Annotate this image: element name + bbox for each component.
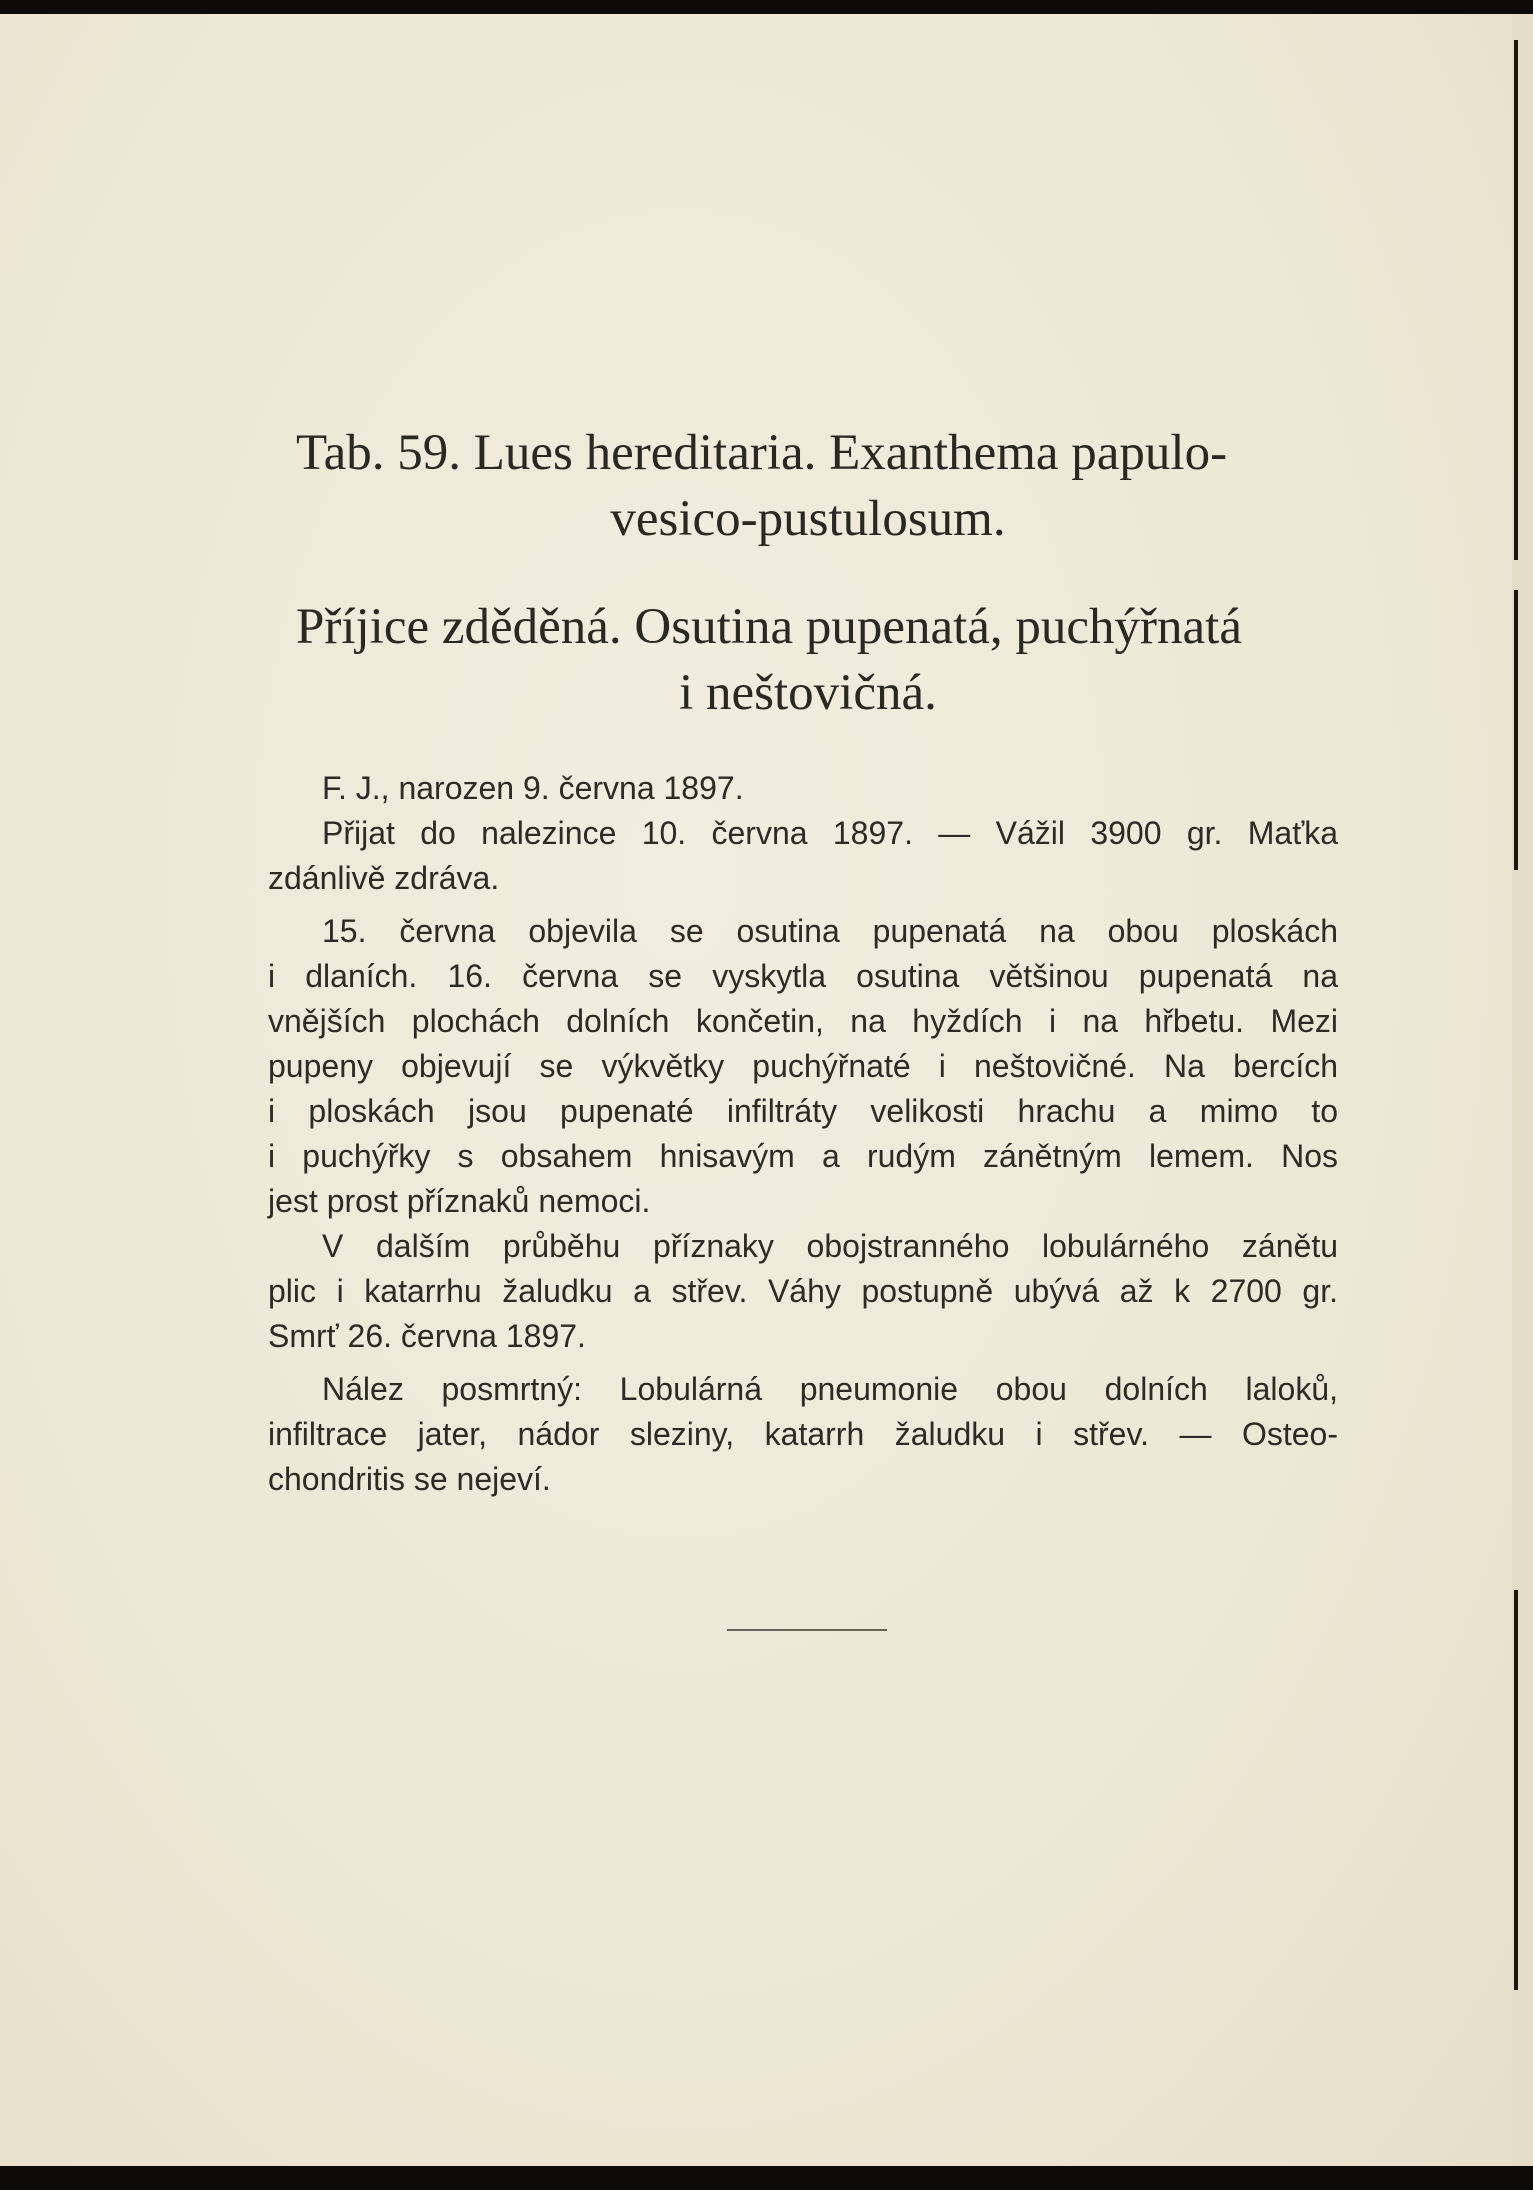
text-line: pupeny objevují se výkvětky puchýřnaté i neštovičné. Na bercích	[268, 1048, 1338, 1084]
symptoms-paragraph	[268, 909, 1338, 1224]
section-divider	[727, 1629, 887, 1631]
latin-title-line-2: vesico-pustulosum.	[610, 491, 1006, 547]
text-line: Smrť 26. června 1897.	[268, 1318, 586, 1354]
text-line: zdánlivě zdráva.	[268, 860, 500, 896]
czech-title-line-1: Příjice zděděná. Osutina pupenatá, puchýřnatá	[296, 599, 1242, 655]
case-report	[268, 766, 1338, 1502]
page-edge-shadow	[1514, 590, 1518, 870]
text-line: V dalším průběhu příznaky obojstranného lobulárného zánětu	[322, 1228, 1338, 1264]
text-line: i ploskách jsou pupenaté infiltráty velikosti hrachu a mimo to	[268, 1093, 1338, 1129]
text-line: plic i katarrhu žaludku a střev. Váhy postupně ubývá až k 2700 gr.	[268, 1273, 1338, 1309]
text-line: Přijat do nalezince 10. června 1897. — Vážil 3900 gr. Maťka	[322, 815, 1338, 851]
text-line: i puchýřky s obsahem hnisavým a rudým zánětným lemem. Nos	[268, 1138, 1338, 1174]
text-line: vnějších plochách dolních končetin, na hyždích i na hřbetu. Mezi	[268, 1003, 1338, 1039]
patient-paragraph	[268, 766, 1338, 811]
text-line: infiltrace jater, nádor sleziny, katarrh žaludku i střev. — Osteo-	[268, 1416, 1338, 1452]
plate-title	[250, 420, 1320, 726]
text-line: chondritis se nejeví.	[268, 1461, 551, 1497]
autopsy-paragraph	[268, 1367, 1338, 1502]
text-line: 15. června objevila se osutina pupenatá na obou ploskách	[322, 913, 1338, 949]
text-line: F. J., narozen 9. června 1897.	[322, 770, 744, 806]
text-line: jest prost příznaků nemoci.	[268, 1183, 651, 1219]
admission-paragraph	[268, 811, 1338, 901]
text-line: Nález posmrtný: Lobulárná pneumonie obou dolních laloků,	[322, 1371, 1338, 1407]
page-edge-shadow	[1514, 40, 1518, 560]
czech-title-line-2: i neštovičná.	[679, 665, 937, 721]
text-line: i dlaních. 16. června se vyskytla osutina většinou pupenatá na	[268, 958, 1338, 994]
page-edge-shadow	[1514, 1590, 1518, 1990]
latin-title-line-1: Tab. 59. Lues hereditaria. Exanthema papulo-	[296, 425, 1228, 481]
course-paragraph	[268, 1224, 1338, 1359]
